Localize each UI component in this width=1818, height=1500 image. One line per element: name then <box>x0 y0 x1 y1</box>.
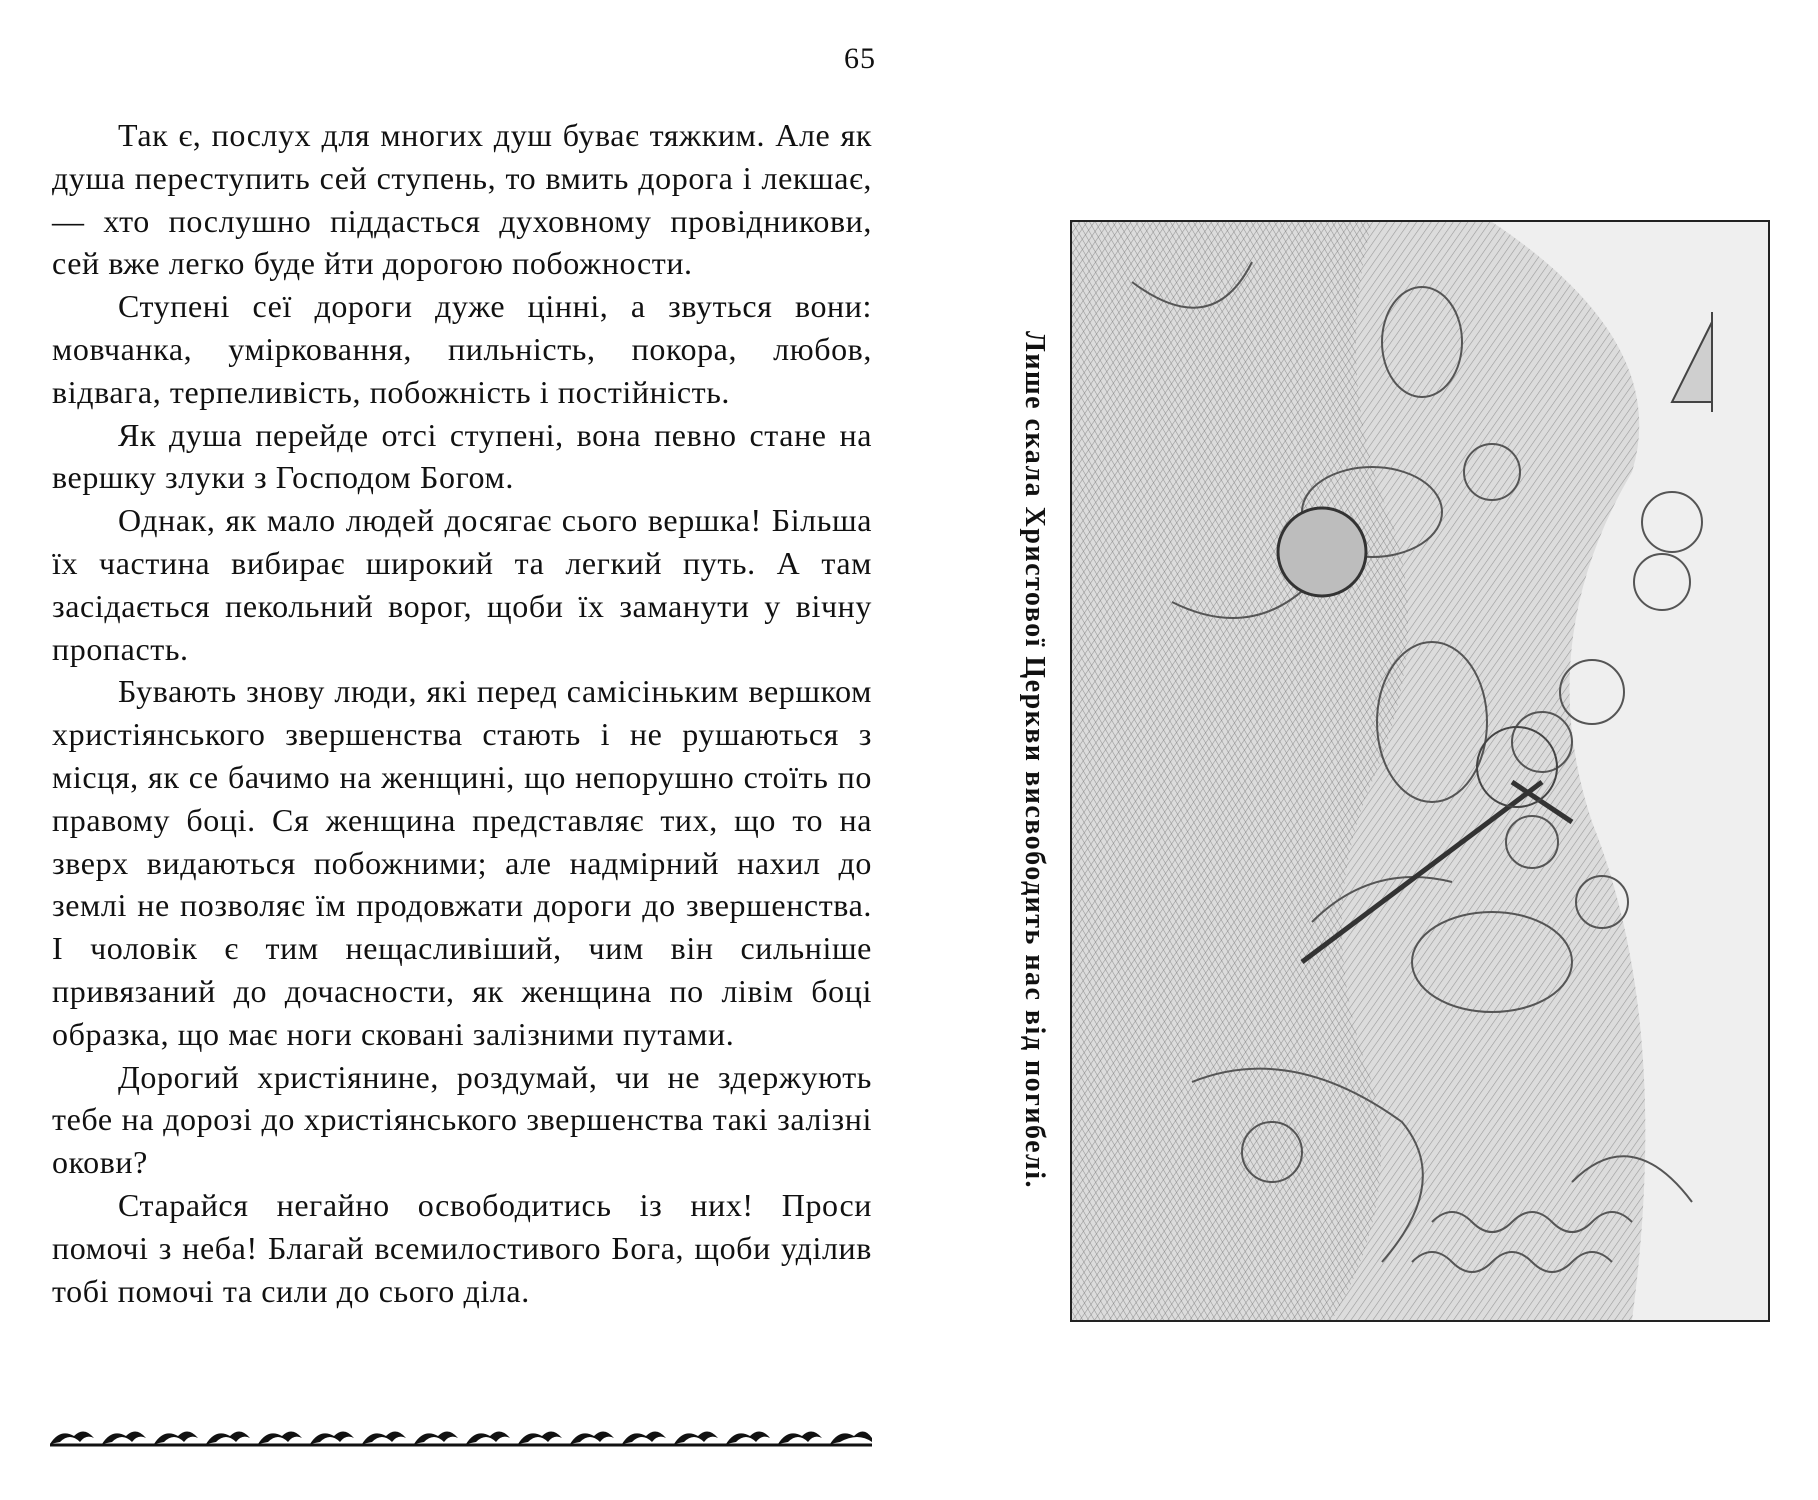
engraving-illustration <box>1070 220 1770 1322</box>
ornamental-divider <box>50 1424 872 1450</box>
page-number: 65 <box>844 42 876 75</box>
illustration-caption <box>1006 330 1062 1190</box>
paragraph: Однак, як мало людей досягає сього вершка! Більша їх частина вибирає широкий та легкий путь. А там засідається пекольний ворог, щоби їх заманути у вічну пропасть. <box>52 502 872 667</box>
text-column <box>52 114 872 1312</box>
paragraph: Дорогий христіянине, роздумай, чи не здержують тебе на дорозі до христіянського звершенства такі залізні окови? <box>52 1058 872 1181</box>
paragraph: Старайся негайно освободитись із них! Проси помочі з неба! Благай всемилостивого Бога, щоби уділив тобі помочі та сили до сього діла. <box>52 1186 872 1309</box>
paragraph: Так є, послух для многих душ буває тяжким. Але як душа переступить сей ступень, то вмить дорога і лекшає, — хто послушно піддасться духовному провідникови, сей вже легко буде йти дорогою побожности. <box>52 117 872 282</box>
caption-text: Лише скала Христової Церкви висвободить нас від погибелі. <box>1019 330 1050 1190</box>
paragraph: Ступені сеї дороги дуже цінні, а звуться вони: мовчанка, умірковання, пильність, покора, любов, відвага, терпеливість, побожність і постійність. <box>52 288 872 410</box>
paragraph: Бувають знову люди, які перед самісіньким вершком христіянського звершенства стають і не рушаються з місця, як се бачимо на женщині, що непорушно стоїть по правому боці. Ся женщина представляє тих, що то на зверх видаються побожними; але надмірний нахил до землі не позволяє їм продовжати дороги до звершенства. І чоловік є тим нещасливіший, чим він сильніше привязаний до дочасности, як женщина по лівім боці образка, що має ноги сковані залізними путами. <box>52 673 872 1052</box>
paragraph: Як душа перейде отсі ступені, вона певно стане на вершку злуки з Господом Богом. <box>52 416 872 496</box>
